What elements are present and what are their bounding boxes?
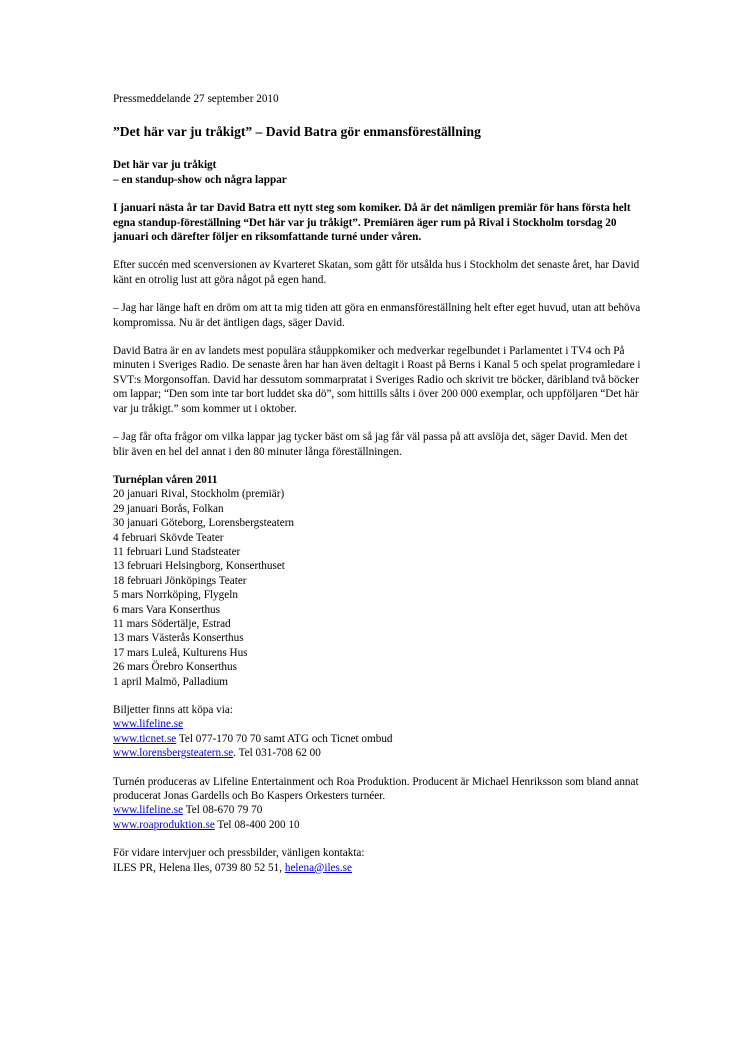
tickets-intro: Biljetter finns att köpa via:	[113, 704, 233, 716]
email-link[interactable]: helena@iles.se	[284, 861, 352, 874]
tour-date: 11 februari Lund Stadsteater	[113, 545, 241, 558]
tour-date: 6 mars Vara Konserthus	[113, 603, 220, 616]
paragraph-2: – Jag har länge haft en dröm om att ta mig tiden att göra en enmansföreställning helt efter eget huvud, utan att behöva kompromissa. Nu är det äntligen dags, säger David.	[113, 302, 641, 329]
tour-date: 30 januari Göteborg, Lorensbergsteatern	[113, 517, 295, 530]
press-release	[113, 92, 643, 875]
lead-paragraph: I januari nästa år tar David Batra ett nytt steg som komiker. Då är det nämligen premiär för hans första helt egna standup-föreställning “Det här var ju tråkigt”. Premiären äger rum på Rival i Stockholm torsdag 20 januari och därefter följer en riksomfattande turné under våren.	[113, 202, 631, 244]
tour-date: 18 februari Jönköpings Teater	[113, 574, 247, 587]
production-line-tail: Tel 08-400 200 10	[214, 818, 300, 831]
tour-date: 13 februari Helsingborg, Konserthuset	[113, 560, 285, 573]
tour-date: 29 januari Borås, Folkan	[113, 502, 224, 515]
tour-date: 13 mars Västerås Konserthus	[113, 632, 244, 645]
contact-details: ILES PR, Helena Iles, 0739 80 52 51,	[113, 861, 285, 874]
production-line-tail: Tel 08-670 79 70	[183, 804, 263, 817]
ticket-line-ticnet	[113, 732, 643, 746]
production-section	[113, 775, 643, 833]
tour-date: 26 mars Örebro Konserthus	[113, 661, 237, 674]
ticket-line-tail: Tel 077-170 70 70 samt ATG och Ticnet ombud	[176, 732, 393, 745]
roaproduktion-link[interactable]: www.roaproduktion.se	[113, 818, 215, 831]
contact-section	[113, 846, 643, 875]
headline: ”Det här var ju tråkigt” – David Batra gör enmansföreställning	[113, 124, 481, 140]
production-line-roa	[113, 818, 643, 832]
contact-intro: För vidare intervjuer och pressbilder, vänligen kontakta:	[113, 847, 365, 860]
tour-date: 1 april Malmö, Palladium	[113, 675, 228, 688]
tickets-section	[113, 703, 643, 761]
ticnet-link[interactable]: www.ticnet.se	[113, 732, 177, 745]
subheading-line-1: Det här var ju tråkigt	[113, 159, 217, 172]
subheading-line-2: – en standup-show och några lappar	[113, 173, 287, 186]
tour-list	[113, 487, 643, 689]
contact-line	[113, 861, 643, 875]
production-line-lifeline	[113, 803, 643, 817]
tour-date: 20 januari Rival, Stockholm (premiär)	[113, 488, 285, 501]
paragraph-3: David Batra är en av landets mest populära ståuppkomiker och medverkar regelbundet i Parlamentet i TV4 och På minuten i Sveriges Radio. De senaste åren har han även deltagit i Roast på Berns i Kanal 5 och spelat programledare i SVT:s Morgonsoffan. David har dessutom sommarpratat i Sveriges Radio och skrivit tre böcker, däribland två böcker om lappar; “Den som inte tar bort luddet ska dö”, som hittills sålts i över 200 000 exemplar, och uppföljaren “Det här var ju tråkigt.” som kommer ut i oktober.	[113, 345, 641, 415]
lifeline-link[interactable]: www.lifeline.se	[113, 804, 184, 817]
tour-title: Turnéplan våren 2011	[113, 473, 218, 486]
lorensbergsteatern-link[interactable]: www.lorensbergsteatern.se	[113, 747, 234, 760]
paragraph-4: – Jag får ofta frågor om vilka lappar jag tycker bäst om så jag får väl passa på att avslöja det, säger David. Men det blir även en hel del annat i den 80 minuter långa föreställningen.	[113, 431, 628, 458]
lifeline-link[interactable]: www.lifeline.se	[113, 718, 184, 731]
tour-date: 5 mars Norrköping, Flygeln	[113, 589, 238, 602]
tour-date: 11 mars Södertälje, Estrad	[113, 617, 231, 630]
ticket-line-lorensberg	[113, 746, 643, 760]
tour-date: 4 februari Skövde Teater	[113, 531, 224, 544]
subheading	[113, 158, 643, 187]
ticket-line-lifeline	[113, 717, 643, 731]
production-text: Turnén produceras av Lifeline Entertainment och Roa Produktion. Producent är Michael Henriksson som bland annat producerat Jonas Gardells och Bo Kaspers Orkesters turnéer.	[113, 775, 639, 803]
ticket-line-tail: . Tel 031-708 62 00	[233, 747, 321, 760]
tour-date: 17 mars Luleå, Kulturens Hus	[113, 646, 248, 659]
date-line: Pressmeddelande 27 september 2010	[113, 93, 279, 105]
paragraph-1: Efter succén med scenversionen av Kvarteret Skatan, som gått för utsålda hus i Stockholm det senaste året, har David känt en otrolig lust att göra något på egen hand.	[113, 259, 640, 286]
